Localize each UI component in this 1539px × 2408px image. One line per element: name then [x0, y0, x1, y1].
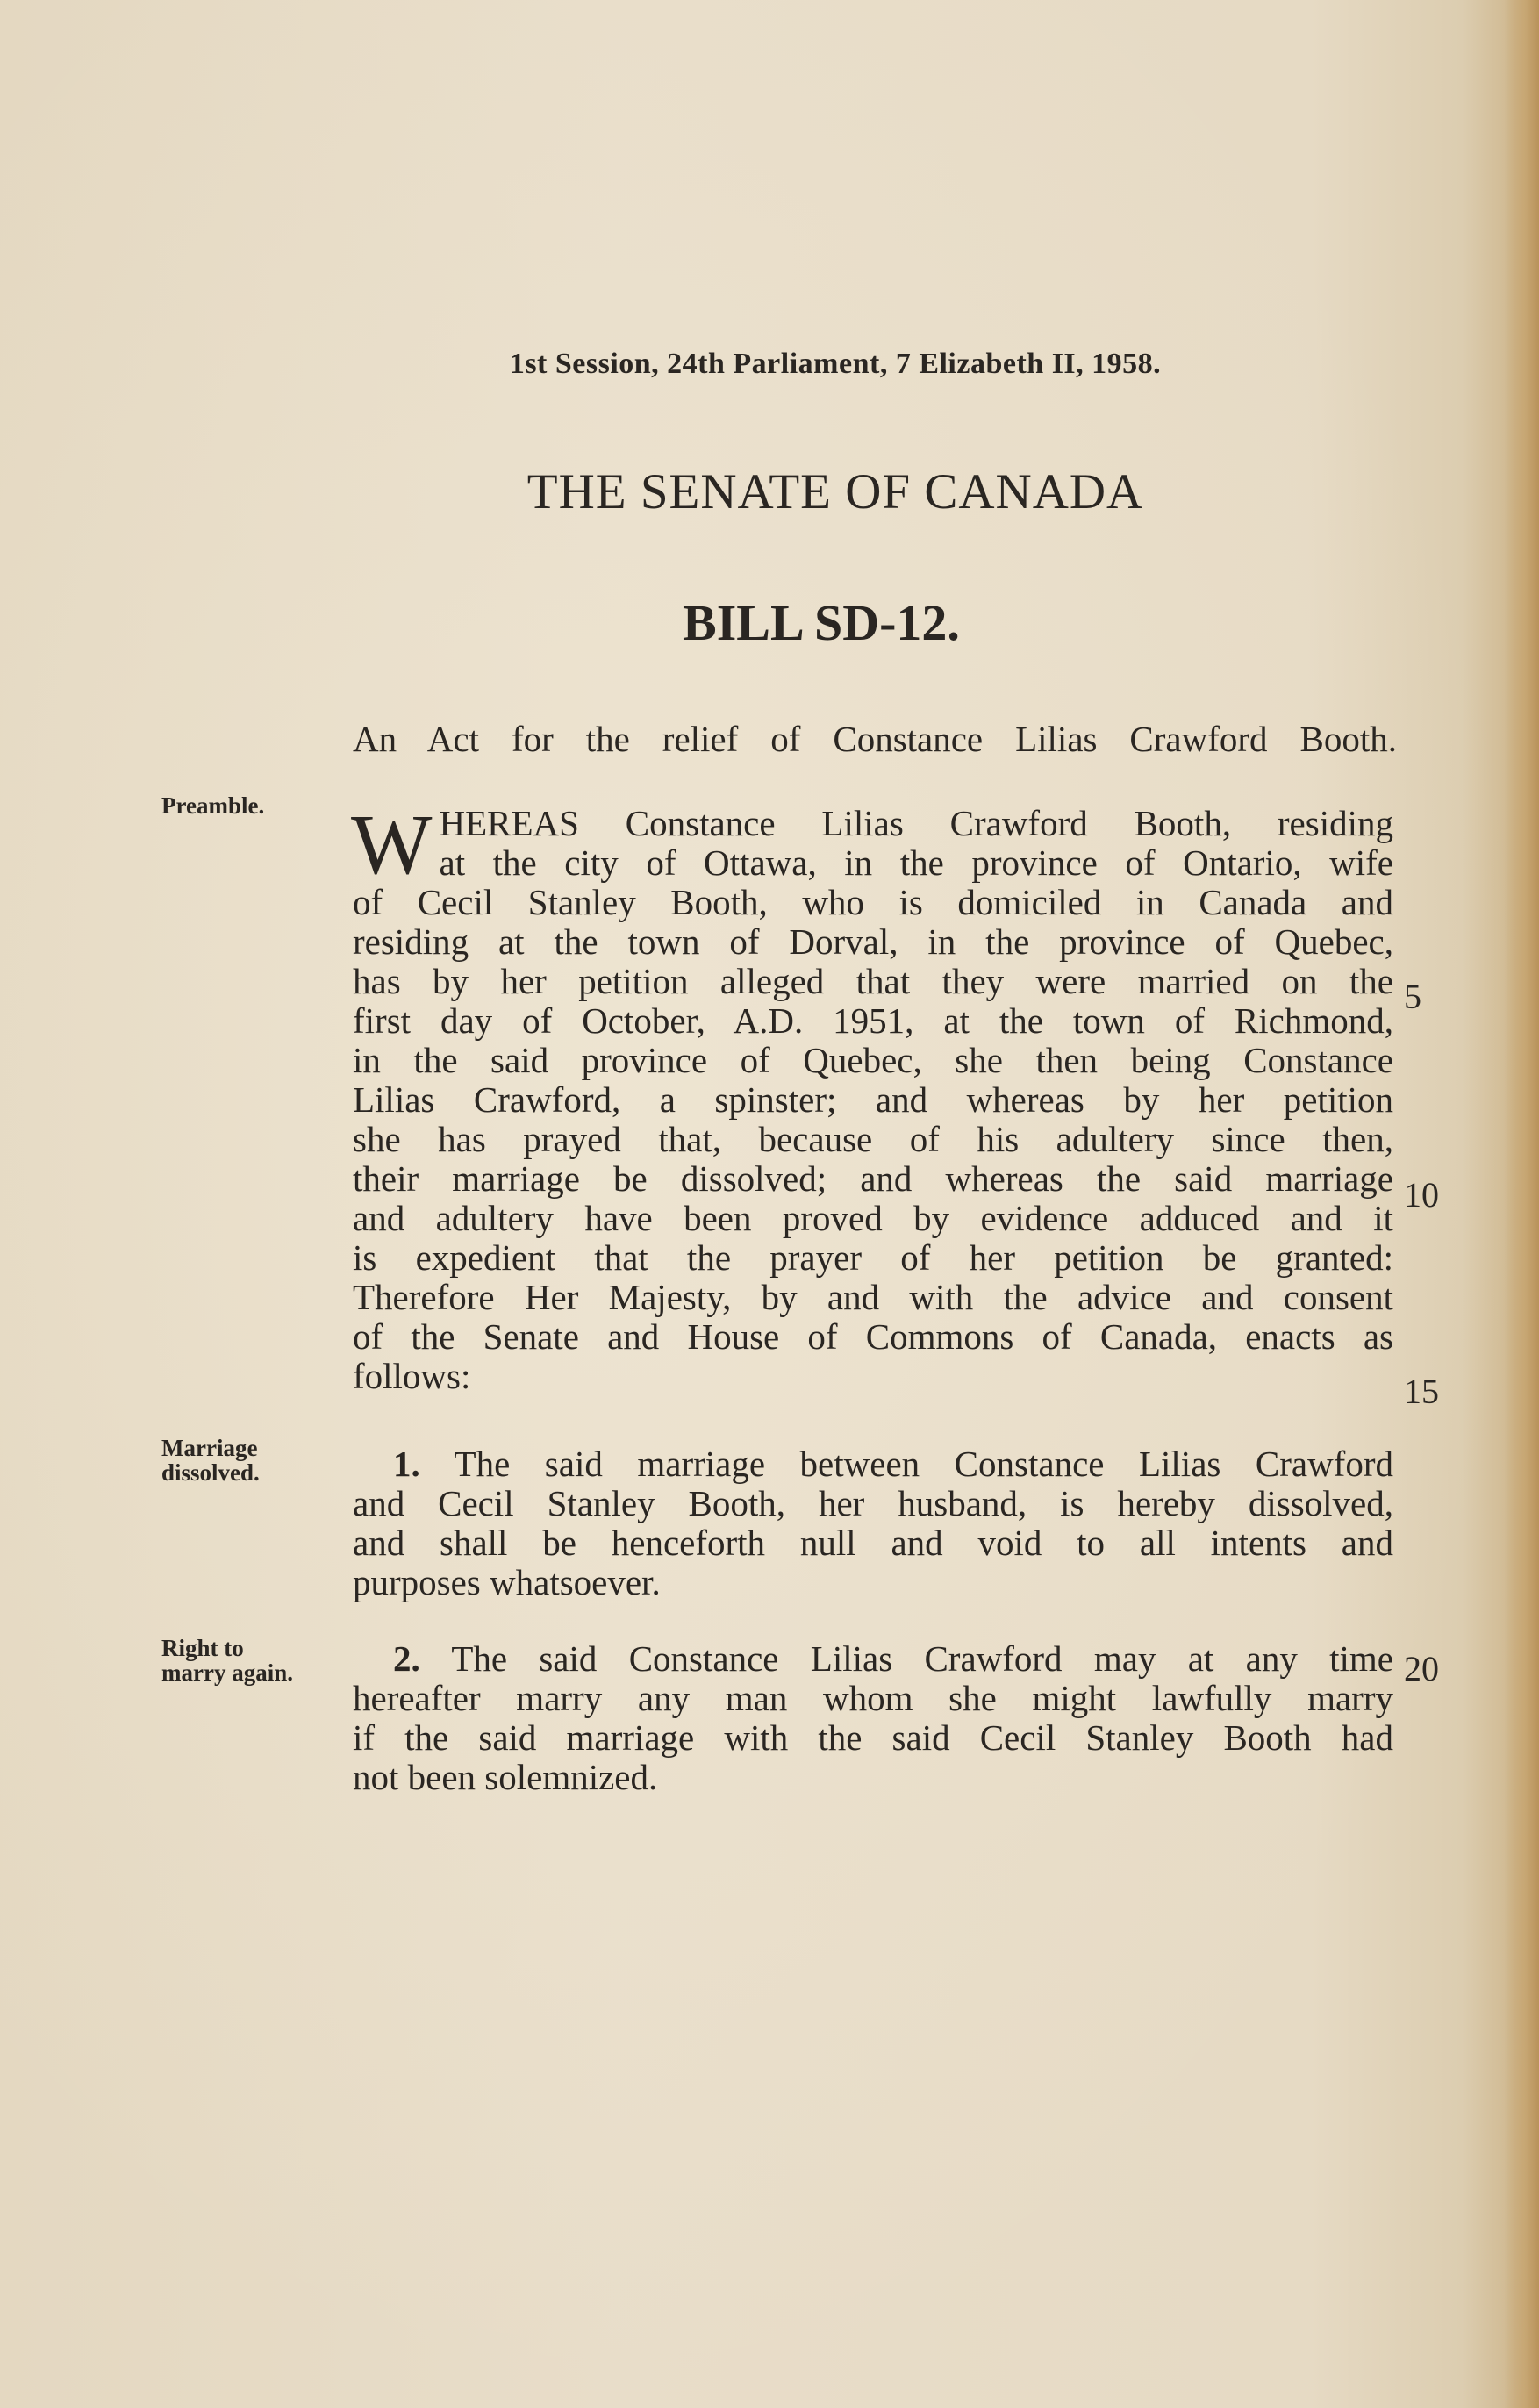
preamble-line: she has prayed that, because of his adultery since then,: [353, 1120, 1393, 1159]
section-1-text: [353, 1444, 1393, 1602]
preamble-line: follows:: [353, 1357, 471, 1396]
section-line-text: The said marriage between Constance Lilias Crawford: [454, 1444, 1393, 1484]
section-line: and Cecil Stanley Booth, her husband, is hereby dissolved,: [353, 1484, 1393, 1523]
preamble-line: HEREAS Constance Lilias Crawford Booth, residing: [439, 804, 1393, 843]
session-heading: 1st Session, 24th Parliament, 7 Elizabeth II, 1958.: [509, 348, 1162, 380]
margin-note-line: marry again.: [161, 1659, 293, 1686]
line-number: 5: [1404, 977, 1421, 1016]
preamble-line: of Cecil Stanley Booth, who is domiciled in Canada and: [353, 883, 1393, 922]
preamble-line: residing at the town of Dorval, in the province of Quebec,: [353, 922, 1393, 962]
section-number: 1.: [393, 1444, 420, 1484]
margin-note-right-to-marry: [161, 1636, 328, 1685]
line-number: 10: [1404, 1175, 1439, 1215]
preamble-line: first day of October, A.D. 1951, at the town of Richmond,: [353, 1001, 1393, 1041]
section-2-text: [353, 1639, 1393, 1797]
margin-note-line: dissolved.: [161, 1459, 260, 1486]
section-line: and shall be henceforth null and void to all intents and: [353, 1523, 1393, 1563]
section-line: purposes whatsoever.: [353, 1563, 661, 1602]
margin-note-line: Marriage: [161, 1435, 258, 1461]
line-number: 15: [1404, 1372, 1439, 1411]
act-title: An Act for the relief of Constance Lilias Crawford Booth.: [353, 719, 1397, 759]
preamble-text: [351, 798, 1393, 1396]
section-line: not been solemnized.: [353, 1758, 658, 1797]
section-1-line-0: [353, 1444, 1393, 1484]
line-number: 20: [1404, 1649, 1439, 1688]
bill-number: BILL SD-12.: [683, 594, 960, 651]
section-2-line-0: [353, 1639, 1393, 1679]
section-line: hereafter marry any man whom she might lawfully marry: [353, 1679, 1393, 1718]
preamble-line: of the Senate and House of Commons of Canada, enacts as: [353, 1317, 1393, 1357]
preamble-line: in the said province of Quebec, she then being Constance: [353, 1041, 1393, 1080]
margin-note-preamble: Preamble.: [161, 792, 265, 819]
preamble-line: and adultery have been proved by evidence adduced and it: [353, 1199, 1393, 1238]
margin-note-line: Right to: [161, 1635, 244, 1661]
chamber-heading: THE SENATE OF CANADA: [526, 464, 1144, 520]
preamble-line: is expedient that the prayer of her petition be granted:: [353, 1238, 1393, 1278]
section-line: if the said marriage with the said Cecil Stanley Booth had: [353, 1718, 1393, 1758]
preamble-line: their marriage be dissolved; and whereas the said marriage: [353, 1159, 1393, 1199]
preamble-line: Therefore Her Majesty, by and with the advice and consent: [353, 1278, 1393, 1317]
preamble-line: at the city of Ottawa, in the province of Ontario, wife: [439, 843, 1393, 883]
margin-note-marriage-dissolved: [161, 1436, 328, 1485]
dropcap: W: [351, 798, 433, 892]
section-line-text: The said Constance Lilias Crawford may at any time: [451, 1639, 1393, 1679]
section-number: 2.: [393, 1639, 420, 1679]
preamble-line: Lilias Crawford, a spinster; and whereas by her petition: [353, 1080, 1393, 1120]
preamble-line: has by her petition alleged that they were married on the: [353, 962, 1393, 1001]
